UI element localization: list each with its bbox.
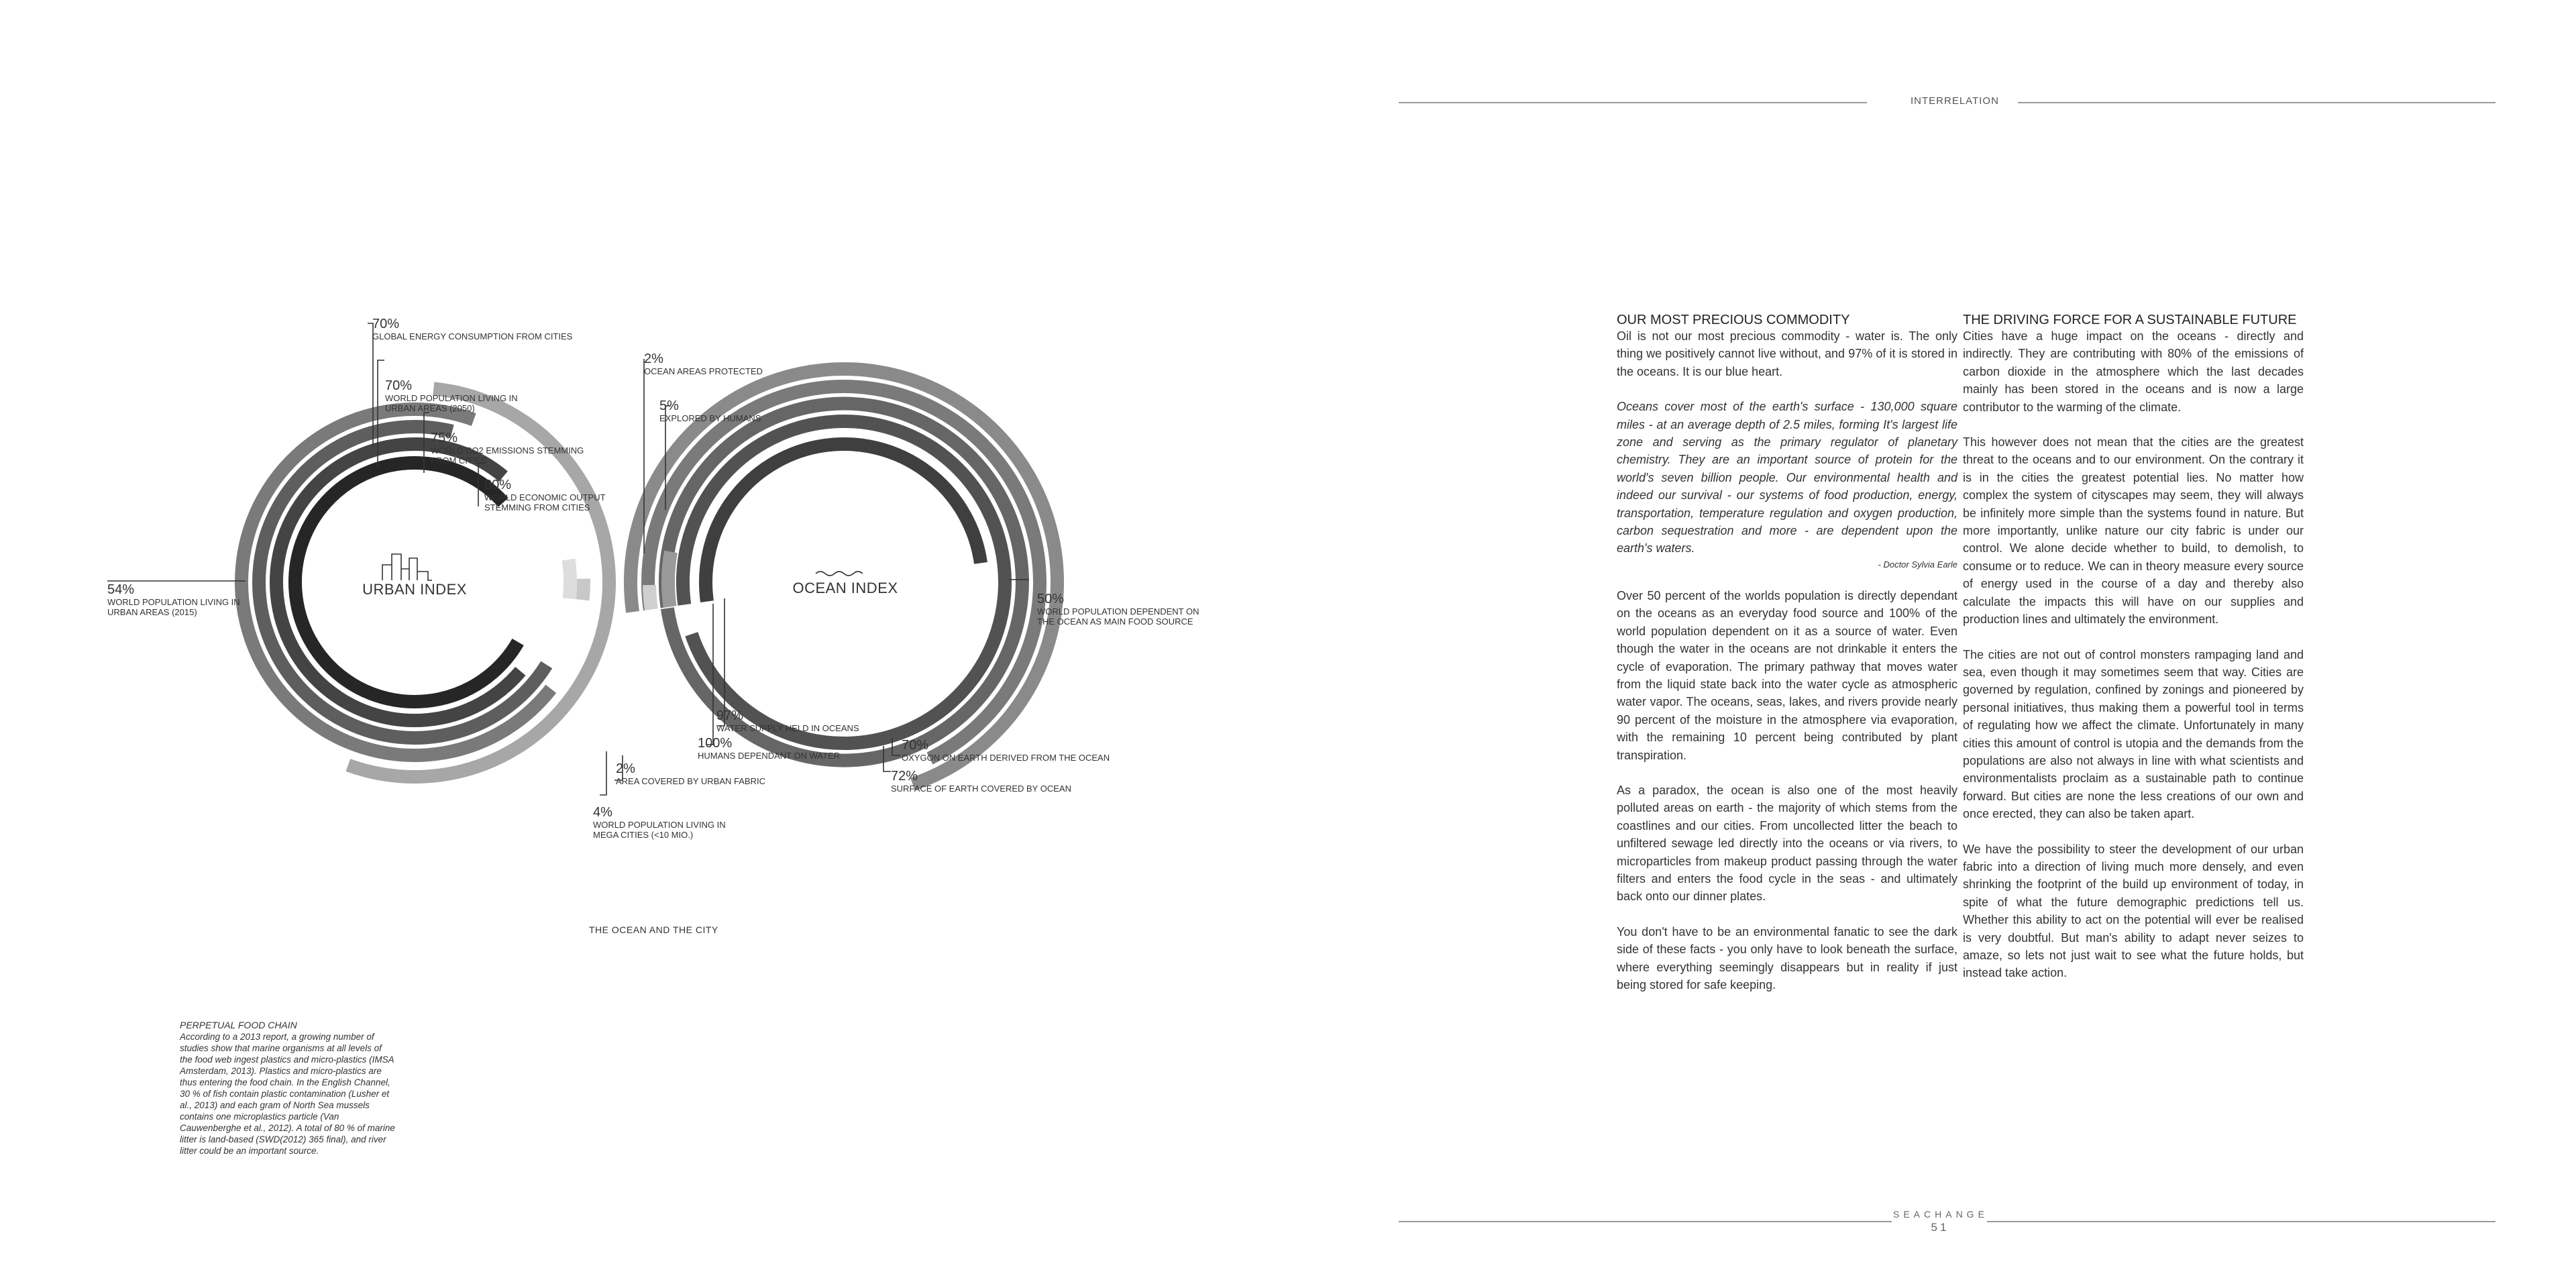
paragraph: The cities are not out of control monsters rampaging land and sea, even though it may sometimes seem that way. Cities are governed by regulation, confined by zonings and pioneered by personal initiatives, thus making them a powerful tool in terms of regulating how we affect the climate. Unfortunately in many cities this amount of control is utopia and the demands from the populations are also not always in line with what scientists and environmentalists proclaim as a sustainable path to continue forward. But cities are none the less creations of our own and once erected, they can also be taken apart.	[1963, 647, 2304, 821]
ocean-label-protected: 2% OCEAN AREAS PROTECTED	[644, 352, 763, 376]
sidebar-title: PERPETUAL FOOD CHAIN	[180, 1020, 297, 1030]
quote: Oceans cover most of the earth's surface - 130,000 square miles - at an average depth of 2.5 miles, forming It's largest life zone and serving as the primary regulator of planetary chemistry. They are an important source of protein for the world's seven billion people. Our environmental health and indeed our survival - our systems of food production, energy, transportation, temperature regulation and oxygen production, carbon sequestration and more - are dependent upon the earth's waters.	[1617, 400, 1957, 555]
column-heading: OUR MOST PRECIOUS COMMODITY	[1617, 313, 1850, 327]
page-number: 51	[1931, 1221, 1949, 1234]
paragraph: We have the possibility to steer the development of our urban fabric into a direction of living much more densely, and even shrinking the footprint of the build up environment of today, in spite of what the future demographic predictions tell us. Whether this ability to act on the potential will ever be realised is very doubtful. But man's ability to adapt never seizes to amaze, so lets not just wait to see what the future holds, but instead take action.	[1963, 842, 2304, 980]
urban-label-population-2050: 70% WORLD POPULATION LIVING IN URBAN AREAS (2050)	[385, 378, 518, 413]
sidebar-body: According to a 2013 report, a growing number of studies show that marine organisms at all levels of the food web ingest plastics and micro-plastics (IMSA Amsterdam, 2013). Plastics and micro-plastics are thus entering the food chain. In the English Channel, 30 % of fish contain plastic contamination (Lusher et al., 2013) and each gram of North Sea mussels contains one microplastics particle (Van Cauwenberghe et al., 2012). A total of 80 % of marine litter is land-based (SWD(2012) 365 final), and river litter could be an important source.	[180, 1032, 395, 1156]
urban-arc-6	[569, 559, 570, 598]
urban-label-megacities: 4% WORLD POPULATION LIVING IN MEGA CITIES (<10 MIO.)	[593, 805, 726, 840]
paragraph: As a paradox, the ocean is also one of the most heavily polluted areas on earth - the majority of which stems from the coastlines and our cities. From uncollected litter the beach to unfiltered sewage led directly into the oceans or via rivers, to microparticles from makeup product passing through the water filters and enters the food cycle in the seas - and ultimately back onto our dinner plates.	[1617, 783, 1957, 904]
diagram-caption: THE OCEAN AND THE CITY	[589, 924, 718, 935]
paragraph: Oil is not our most precious commodity - water is. The only thing we positively cannot live without, and 97% of it is stored in the oceans. It is our blue heart.	[1617, 329, 1957, 378]
ocean-arc-6	[649, 585, 651, 609]
ocean-arc-4	[706, 444, 981, 602]
urban-arc-5	[583, 579, 584, 600]
paragraph: Over 50 percent of the worlds population is directly dependant on the oceans as an everyday food source and 100% of the world population dependent on it as a source of water. Even though the water in the oceans are not drinkable it enters the cycle of evaporation. The primary pathway that moves water from the liquid state back into the water cycle as atmospheric water vapor. The oceans, seas, lakes, and rivers provide nearly 90 percent of the moisture in the atmosphere via evaporation, with the remaining 10 percent being contributed by plant transpiration.	[1617, 588, 1957, 762]
paragraph: Cities have a huge impact on the oceans - directly and indirectly. They are contributing with 80% of the emissions of carbon dioxide in the atmosphere which the last decades mainly has been stored in the oceans and is now a large contributor to the warming of the climate.	[1963, 329, 2304, 414]
ocean-label-humans-water: 100% HUMANS DEPENDANT ON WATER	[698, 736, 841, 761]
city-skyline-icon	[382, 554, 432, 580]
urban-label-co2: 75% WORLD CO2 EMISSIONS STEMMING FROM CITIES	[431, 431, 584, 466]
column-heading: THE DRIVING FORCE FOR A SUSTAINABLE FUTURE	[1963, 313, 2297, 327]
ocean-label-explored: 5% EXPLORED BY HUMANS	[659, 398, 761, 423]
ocean-label-oxygen: 70% OXYGON ON EARTH DERIVED FROM THE OCEAN	[902, 738, 1110, 763]
urban-label-energy: 70% GLOBAL ENERGY CONSUMPTION FROM CITIES	[372, 317, 573, 341]
footer-rule-right	[1987, 1221, 2496, 1222]
wave-icon	[816, 572, 863, 576]
paragraph: You don't have to be an environmental fanatic to see the dark side of these facts - you only have to look beneath the surface, where everything seemingly disappears but in reality if just being stored for safe keeping.	[1617, 924, 1957, 991]
urban-index-title: URBAN INDEX	[362, 581, 467, 598]
ocean-arc-5	[668, 552, 671, 607]
ocean-label-food-source: 50% WORLD POPULATION DEPENDENT ON THE OCEAN AS MAIN FOOD SOURCE	[1037, 592, 1199, 627]
ocean-label-water-supply: 97% WATER SUPPLY HELD IN OCEANS	[716, 708, 859, 733]
footer-rule-left	[1399, 1221, 1892, 1222]
urban-label-population-2015: 54% WORLD POPULATION LIVING IN URBAN AREAS (2015)	[107, 582, 240, 617]
ocean-index-title: OCEAN INDEX	[792, 580, 898, 596]
quote-citation: - Doctor Sylvia Earle	[1878, 559, 1957, 570]
text-column-left	[1617, 313, 1957, 1011]
paragraph: This however does not mean that the cities are the greatest threat to the oceans and to our environment. On the contrary it is in the cities the greatest potential lies. No matter how complex the system of cityscapes may seem, they will always be infinitely more simple than the systems found in nature. But more importantly, unlike nature our city fabric is under our control. We alone decide whether to build, to demolish, to consume or to reduce. We can in theory measure every source of energy used in the course of a day and thereby also calculate the impacts this will have on our supplies and production lines and ultimately the environment.	[1963, 435, 2304, 627]
text-column-right	[1963, 313, 2304, 1000]
sidebar-note	[180, 1020, 396, 1157]
section-header: INTERRELATION	[1911, 95, 1999, 107]
publication-title: SEACHANGE	[1893, 1209, 1988, 1220]
ocean-label-surface: 72% SURFACE OF EARTH COVERED BY OCEAN	[891, 769, 1071, 794]
urban-label-area: 2% AREA COVERED BY URBAN FABRIC	[616, 761, 765, 786]
urban-label-economic: 80% WORLD ECONOMIC OUTPUT STEMMING FROM CITIES	[484, 478, 606, 513]
